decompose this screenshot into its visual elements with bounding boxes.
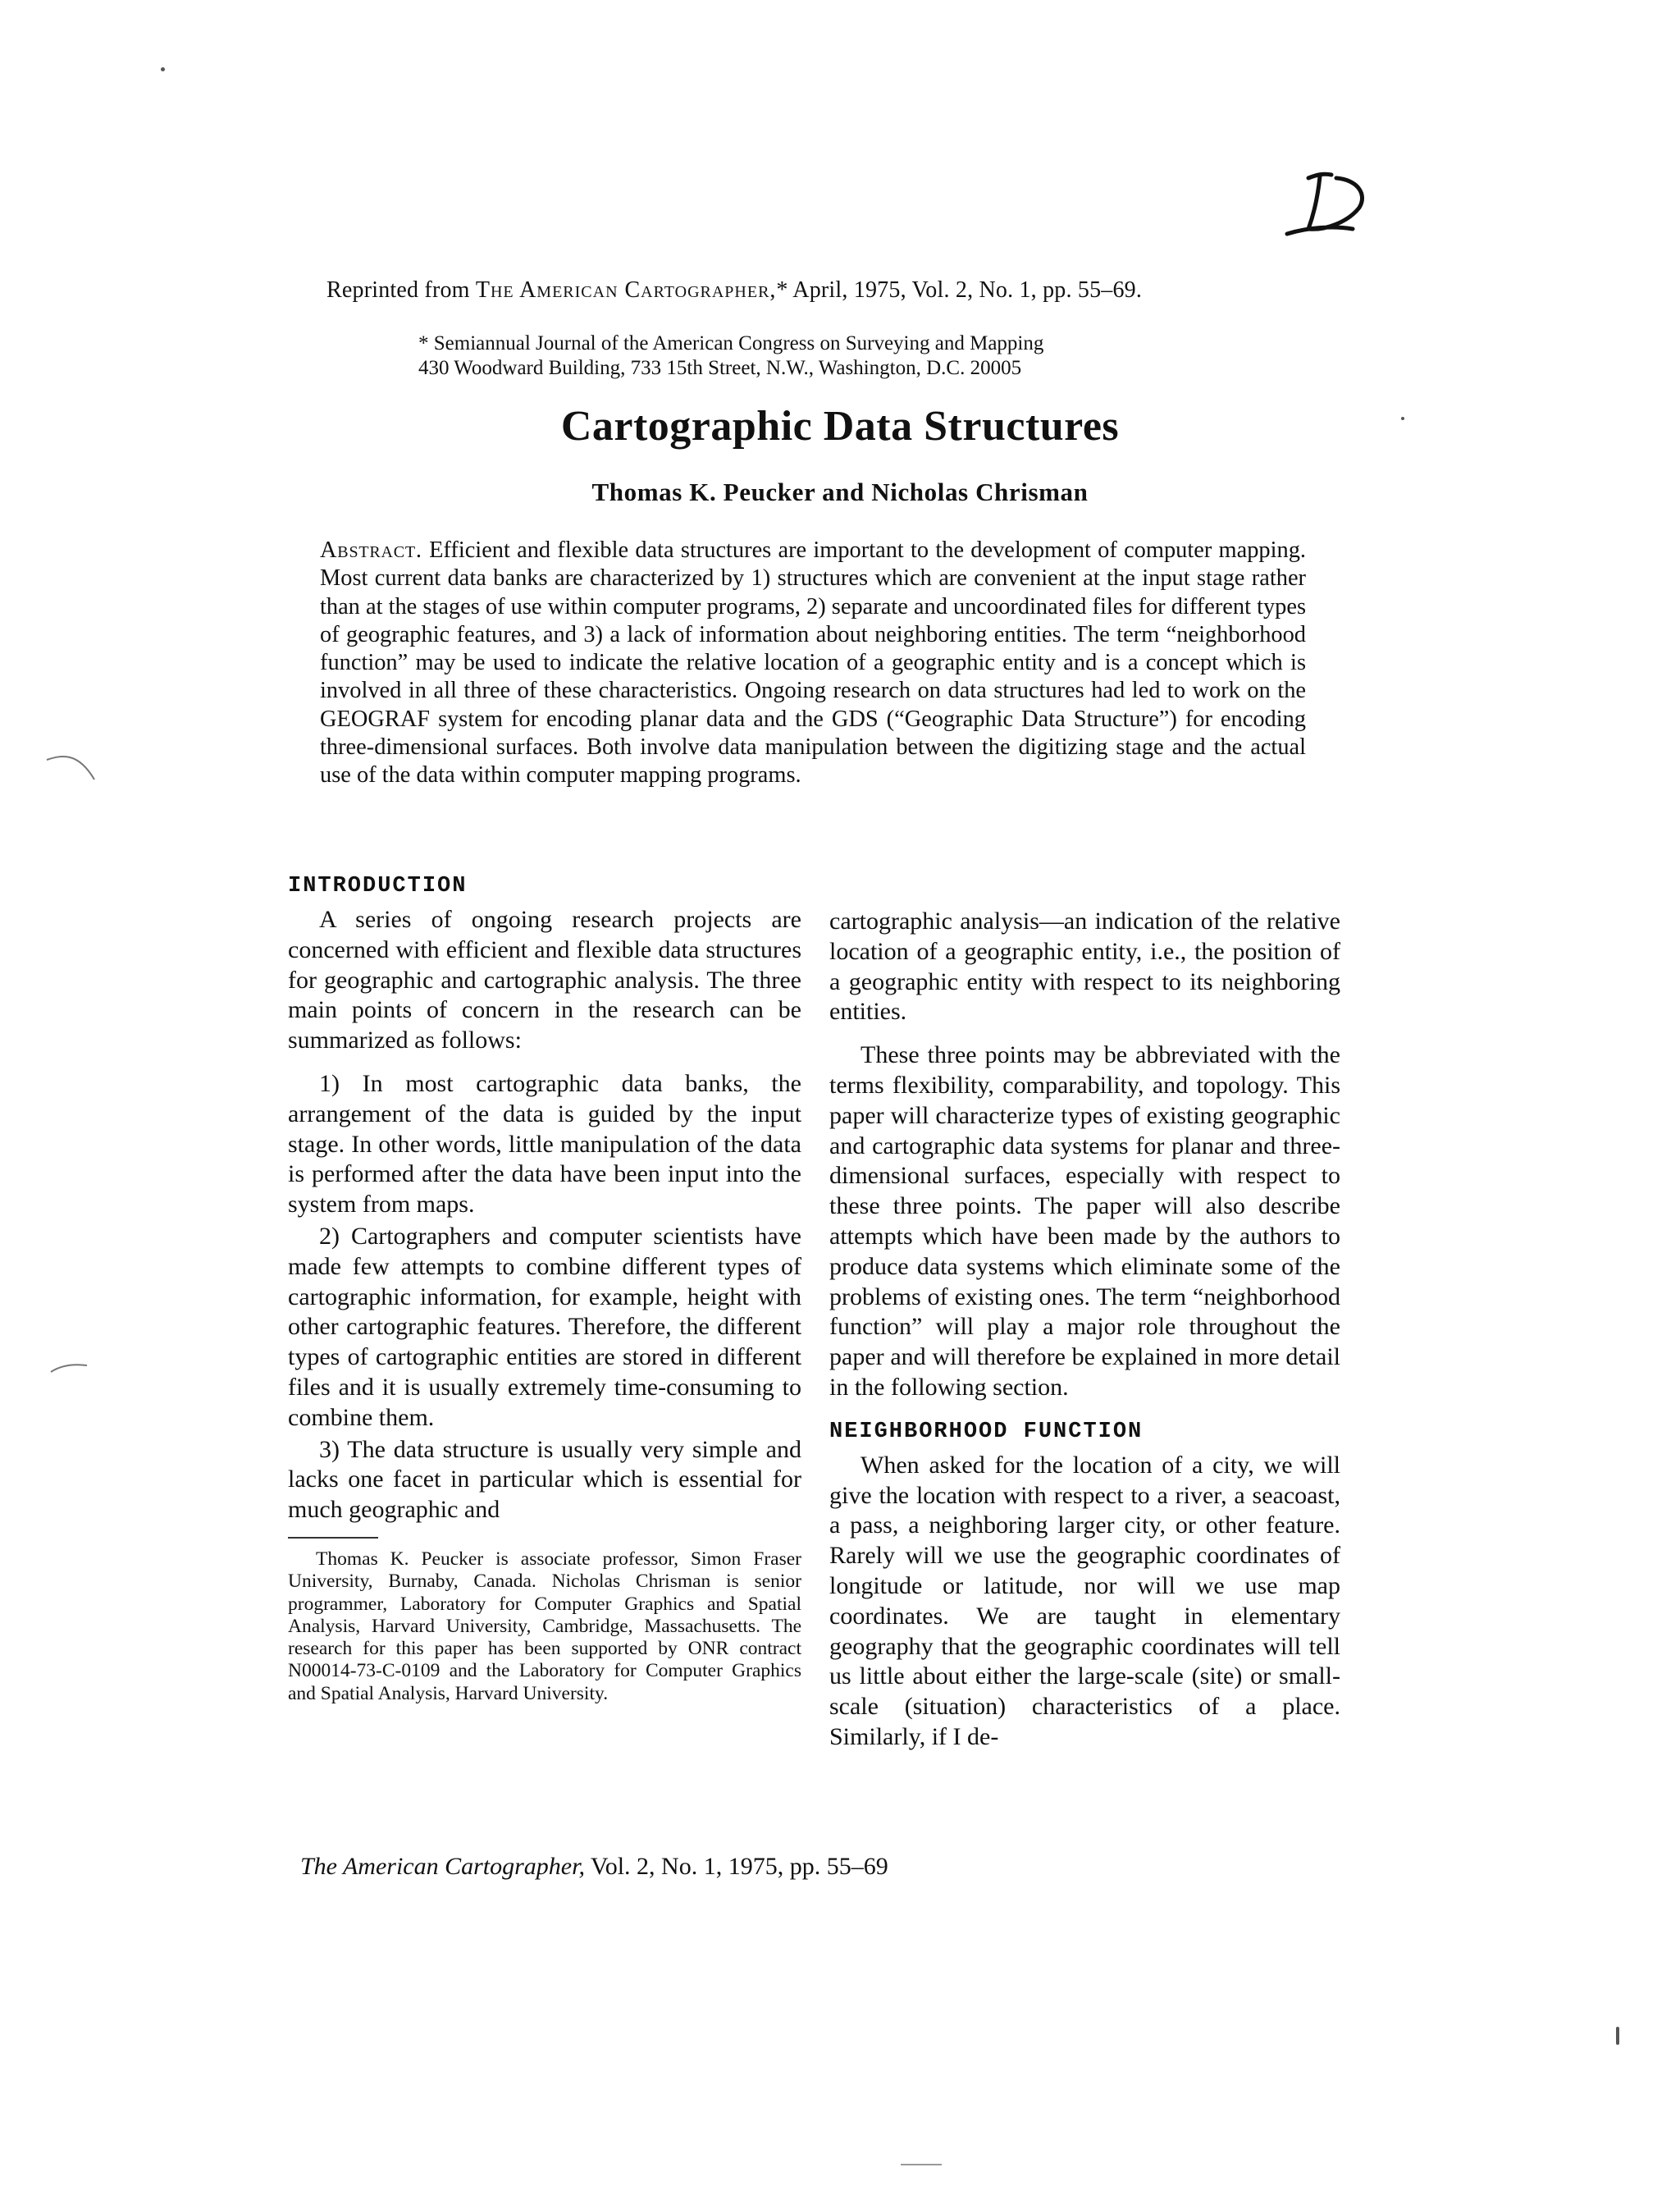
neighborhood-paragraph-1: When asked for the location of a city, we will give the location with respect to a river, a seacoast, a pass, a neighboring larger city, or other feature. Rarely will we use the geographic coordinates of longitude or latitude, nor will we use map coordinates. We are taught in elementary geography that the geographic coordinates will tell us little about either the large-scale (site) or small-scale (situation) characteristics of a place. Similarly, if I de-	[829, 1451, 1340, 1750]
abstract	[320, 537, 1306, 790]
scan-speck	[1616, 2027, 1619, 2045]
right-column	[829, 907, 1340, 1766]
intro-paragraph-3: 2) Cartographers and computer scientists have made few attempts to combine different types of cartographic information, for example, height with other cartographic features. Therefore, the different types of cartographic entities are stored in different files and it is usually extremely time-consuming to combine them.	[288, 1222, 801, 1431]
abstract-label: Abstract.	[320, 537, 422, 563]
intro-paragraph-1: A series of ongoing research projects are concerned with efficient and flexible data structures for geographic and cartographic analysis. The three main points of concern in the research can be summarized as follows:	[288, 906, 801, 1054]
reprint-suffix: * April, 1975, Vol. 2, No. 1, pp. 55–69.	[776, 277, 1143, 303]
journal-note	[418, 332, 1239, 381]
journal-note-line-2: 430 Woodward Building, 733 15th Street, N.W., Washington, D.C. 20005	[418, 357, 1022, 379]
reprint-journal-name: The American Cartographer,	[475, 277, 777, 303]
intro-paragraph-6: These three points may be abbreviated with the terms flexibility, comparability, and topology. This paper will characterize types of existing geographic and cartographic data systems for planar and three-dimensional surfaces, especially with respect to these three points. The paper will also describe attempts which have been made by the authors to produce data systems which eliminate some of the problems of existing ones. The term “neighborhood function” will play a major role throughout the paper and will therefore be explained in more detail in the following section.	[829, 1041, 1340, 1401]
intro-paragraph-2: 1) In most cartographic data banks, the arrangement of the data is guided by the input stage. In other words, little manipulation of the data is performed after the data have been input into the system from maps.	[288, 1069, 801, 1219]
citation-details: Vol. 2, No. 1, 1975, pp. 55–69	[584, 1853, 888, 1880]
handwritten-letter-d-mark	[1284, 168, 1374, 242]
paper-authors: Thomas K. Peucker and Nicholas Chrisman	[591, 478, 1089, 506]
scan-speck	[901, 2164, 942, 2165]
left-column	[288, 874, 801, 1705]
journal-note-line-1: * Semiannual Journal of the American Congress on Surveying and Mapping	[418, 332, 1044, 354]
page-citation	[300, 1853, 1285, 1881]
scan-speck	[1401, 417, 1404, 420]
intro-paragraph-5: cartographic analysis—an indication of the relative location of a geographic entity, i.e., the position of a geographic entity with respect to its neighboring entities.	[829, 908, 1340, 1026]
scan-speck	[161, 67, 165, 71]
section-heading-neighborhood-function: NEIGHBORHOOD FUNCTION	[829, 1419, 1144, 1444]
citation-journal: The American Cartographer,	[300, 1853, 585, 1880]
paper-title: Cartographic Data Structures	[560, 403, 1120, 450]
abstract-text: Efficient and flexible data structures are important to the development of computer mapping. Most current data banks are characterized by 1) structures which are convenient at the input stage rather than at the stages of use within computer programs, 2) separate and uncoordinated files for different types of geographic features, and 3) a lack of information about neighboring entities. The term “neighborhood function” may be used to indicate the relative location of a geographic entity and is a concept which is involved in all three of these characteristics. Ongoing research on data structures had led to work on the GEOGRAF system for encoding planar data and the GDS (“Geographic Data Structure”) for encoding three-dimensional surfaces. Both involve data manipulation between the digitizing stage and the actual use of the data within computer mapping programs.	[320, 537, 1306, 789]
section-heading-introduction: INTRODUCTION	[288, 874, 468, 899]
intro-paragraph-4: 3) The data structure is usually very simple and lacks one facet in particular which is essential for much geographic and	[288, 1435, 801, 1524]
reprint-notice	[326, 277, 1311, 304]
author-footnote: Thomas K. Peucker is associate professor, Simon Fraser University, Burnaby, Canada. Nicholas Chrisman is senior programmer, Laboratory for Computer Graphics and Spatial Analysis, Harvard University, Cambridge, Massachusetts. The research for this paper has been supported by ONR contract N00014-73-C-0109 and the Laboratory for Computer Graphics and Spatial Analysis, Harvard University.	[288, 1548, 801, 1704]
margin-stroke	[45, 747, 103, 788]
margin-stroke	[49, 1360, 90, 1377]
reprint-prefix: Reprinted from	[326, 277, 476, 303]
footnote-rule	[288, 1537, 378, 1539]
